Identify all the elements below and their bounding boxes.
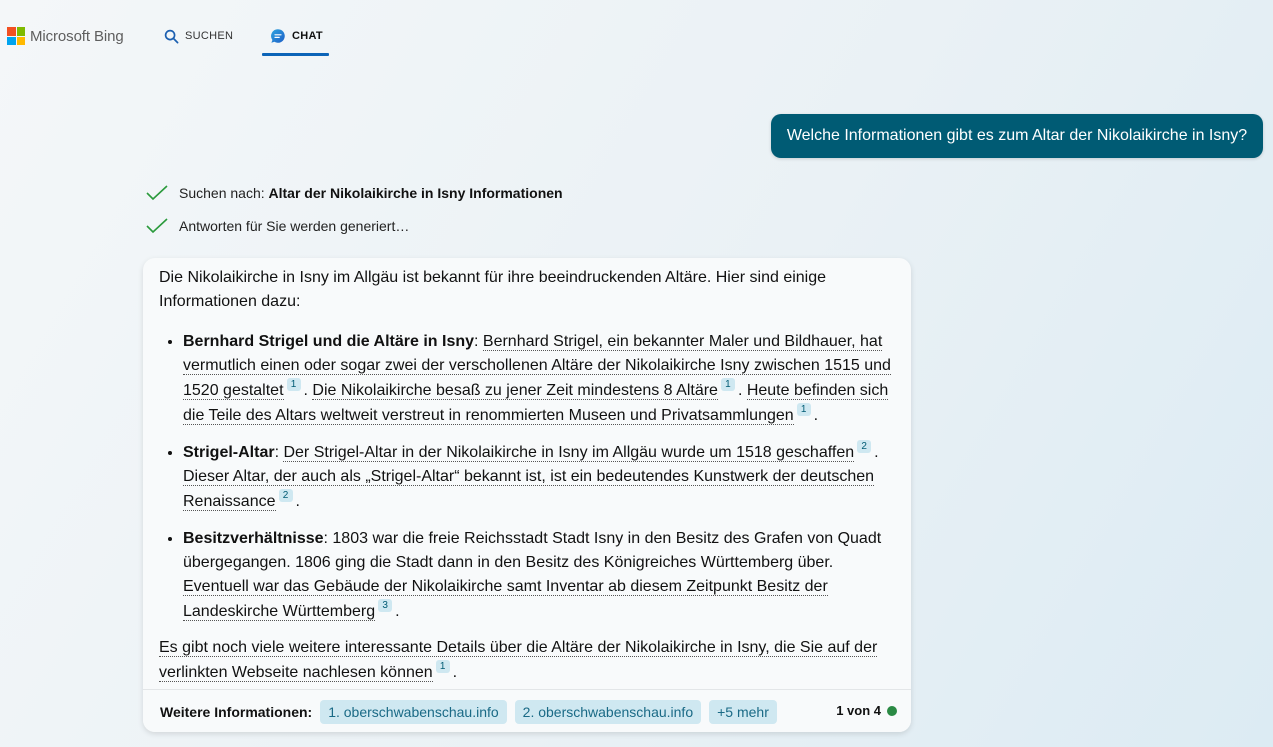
user-message-bubble [771,114,1263,158]
list-item: • Bernhard Strigel und die Altäre in Isny: Bernhard Strigel, ein bekannter Maler und Bildhauer, hat vermutlich einen oder sogar zwei der verschollenen Altäre der Nikolaikirche Isny zwischen 1515 und 1520 gestaltet 1 . Die Nikolaikirche besaß zu jener Zeit mindestens 8 Altäre 1 . Heute befinden sich die Teile des Altars weltweit verstreut in renommierten Museen und Privatsammlungen 1 . [183,329,899,428]
checkmark-icon [145,183,169,203]
answer-sentence[interactable]: Dieser Altar, der auch als „Strigel-Altar“ bekannt ist, ist ein bedeutendes Kunstwerk der deutschen Renaissance [183,468,875,510]
search-icon [163,28,179,44]
search-query: Altar der Nikolaikirche in Isny Informationen [268,185,563,201]
list-item: • Besitzverhältnisse: 1803 war die freie Reichsstadt Stadt Isny in den Besitz des Grafen von Quadt übergegangen. 1806 ging die Stadt dann in den Besitz des Königreiches Württemberg über. Eventuell war das Gebäude der Nikolaikirche samt Inventar ab diesem Zeitpunkt Besitz der Landeskirche Württemberg 3 . [183,526,899,624]
generating-text: Antworten für Sie werden generiert… [179,218,410,234]
response-counter-text: 1 von 4 [836,703,881,718]
chat-icon [270,28,286,44]
source-link[interactable]: 1. oberschwabenschau.info [320,700,506,724]
active-tab-indicator [262,53,329,56]
logo-text: Microsoft Bing [30,27,124,45]
item-title: Bernhard Strigel und die Altäre in Isny [183,333,475,350]
answer-body [159,266,899,685]
citation-badge[interactable]: 1 [287,378,301,391]
citation-badge[interactable]: 1 [721,378,735,391]
bing-logo[interactable] [7,27,124,45]
item-title: Besitzverhältnisse [183,530,324,547]
response-counter [836,703,897,718]
tab-search[interactable] [163,26,233,46]
progress-step-generating [145,216,409,236]
tab-chat[interactable] [270,26,323,46]
answer-sentence[interactable]: Bernhard Strigel, ein bekannter Maler und Bildhauer, hat vermutlich einen oder sogar zwei der verschollenen Altäre der Nikolaikirche Isny zwischen 1515 und 1520 gestaltet [183,333,891,399]
citation-badge[interactable]: 1 [436,660,450,673]
answer-list [159,329,899,624]
answer-sentence[interactable]: Die Nikolaikirche besaß zu jener Zeit mindestens 8 Altäre [312,382,718,399]
status-dot-icon [887,706,897,716]
answer-sentence[interactable]: Der Strigel-Altar in der Nikolaikirche in Isny im Allgäu wurde um 1518 geschaffen [283,444,855,461]
answer-sentence[interactable]: Heute befinden sich die Teile des Altars weltweit verstreut in renommierten Museen und Privatsammlungen [183,382,889,424]
citation-badge[interactable]: 1 [797,403,811,416]
tab-search-label: SUCHEN [185,30,234,42]
citation-badge[interactable]: 2 [279,489,293,502]
citation-badge[interactable]: 2 [857,440,871,453]
answer-sentence[interactable]: Es gibt noch viele weitere interessante Details über die Altäre der Nikolaikirche in Isny, die Sie auf der verlinkten Webseite nachlesen können [159,639,878,681]
list-item: • Strigel-Altar: Der Strigel-Altar in der Nikolaikirche in Isny im Allgäu wurde um 1518 geschaffen 2 . Dieser Altar, der auch als „Strigel-Altar“ bekannt ist, ist ein bedeutendes Kunstwerk der deutschen Renaissance 2 . [183,440,899,514]
answer-closing: Es gibt noch viele weitere interessante Details über die Altäre der Nikolaikirche in Isny, die Sie auf der verlinkten Webseite nachlesen können 1 . [159,639,878,681]
answer-card [143,258,911,732]
search-prefix: Suchen nach: [179,185,265,201]
answer-sentence: 1803 war die freie Reichsstadt Stadt Isny in den Besitz des Grafen von Quadt übergegangen. 1806 ging die Stadt dann in den Besitz des Königreiches Württemberg über. [183,530,882,571]
microsoft-logo-icon [7,27,25,45]
checkmark-icon [145,216,169,236]
tab-chat-label: CHAT [292,30,323,42]
learn-more-label: Weitere Informationen: [160,703,313,720]
answer-sentence[interactable]: Eventuell war das Gebäude der Nikolaikirche samt Inventar ab diesem Zeitpunkt Besitz der Landeskirche Württemberg [183,578,828,620]
item-title: Strigel-Altar [183,444,275,461]
progress-step-search [145,183,563,203]
header [0,0,1273,60]
learn-more-bar [143,689,911,732]
citation-badge[interactable]: 3 [378,599,392,612]
more-sources-button[interactable]: +5 mehr [709,700,777,724]
user-message-text: Welche Informationen gibt es zum Altar der Nikolaikirche in Isny? [786,127,1248,144]
answer-intro: Die Nikolaikirche in Isny im Allgäu ist bekannt für ihre beeindruckenden Altäre. Hier sind einige Informationen dazu: [159,269,827,310]
source-link[interactable]: 2. oberschwabenschau.info [515,700,701,724]
